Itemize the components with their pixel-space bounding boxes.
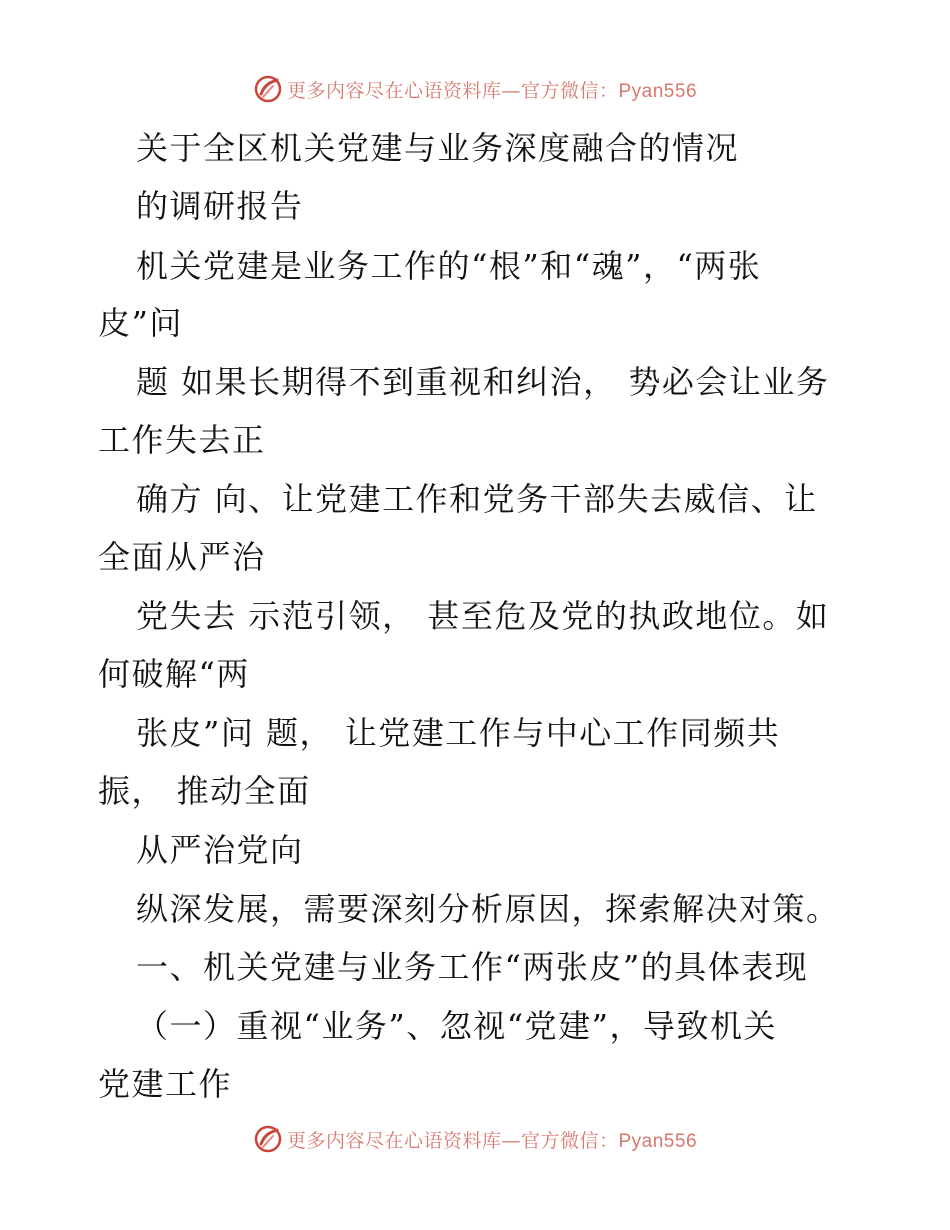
red-seal-logo-icon	[253, 1124, 283, 1154]
paragraph-line: 确方 向、让党建工作和党务干部失去威信、让	[136, 480, 818, 518]
paragraph-line: 工作失去正	[98, 421, 266, 459]
paragraph-line: 何破解“两	[98, 655, 250, 693]
red-seal-logo-icon	[253, 74, 283, 104]
doc-title-line-2: 的调研报告	[136, 187, 304, 225]
watermark-text: 更多内容尽在心语资料库—官方微信：Pyan556	[286, 79, 698, 102]
watermark-footer	[0, 1122, 950, 1156]
paragraph-line: 皮”问	[98, 304, 183, 342]
paragraph-line: 机关党建是业务工作的“根”和“魂”，“两张	[136, 247, 762, 285]
paragraph-line: 纵深发展，需要深刻分析原因，探索解决对策。	[136, 890, 840, 928]
paragraph-line: 从严治党向	[136, 831, 304, 869]
subsection-heading: （一）重视“业务”、忽视“党建”，导致机关	[136, 1007, 777, 1045]
paragraph-line: 张皮”问 题， 让党建工作与中心工作同频共	[136, 714, 781, 752]
paragraph-line: 题 如果长期得不到重视和纠治， 势必会让业务	[136, 363, 830, 401]
watermark-header	[0, 72, 950, 106]
doc-title-line-1: 关于全区机关党建与业务深度融合的情况	[136, 129, 740, 167]
paragraph-line: 党建工作	[98, 1065, 233, 1103]
watermark-text: 更多内容尽在心语资料库—官方微信：Pyan556	[286, 1129, 698, 1152]
section-heading: 一、机关党建与业务工作“两张皮”的具体表现	[136, 948, 809, 986]
paragraph-line: 全面从严治	[98, 538, 266, 576]
paragraph-line: 振， 推动全面	[98, 772, 311, 810]
paragraph-line: 党失去 示范引领， 甚至危及党的执政地位。如	[136, 597, 830, 635]
